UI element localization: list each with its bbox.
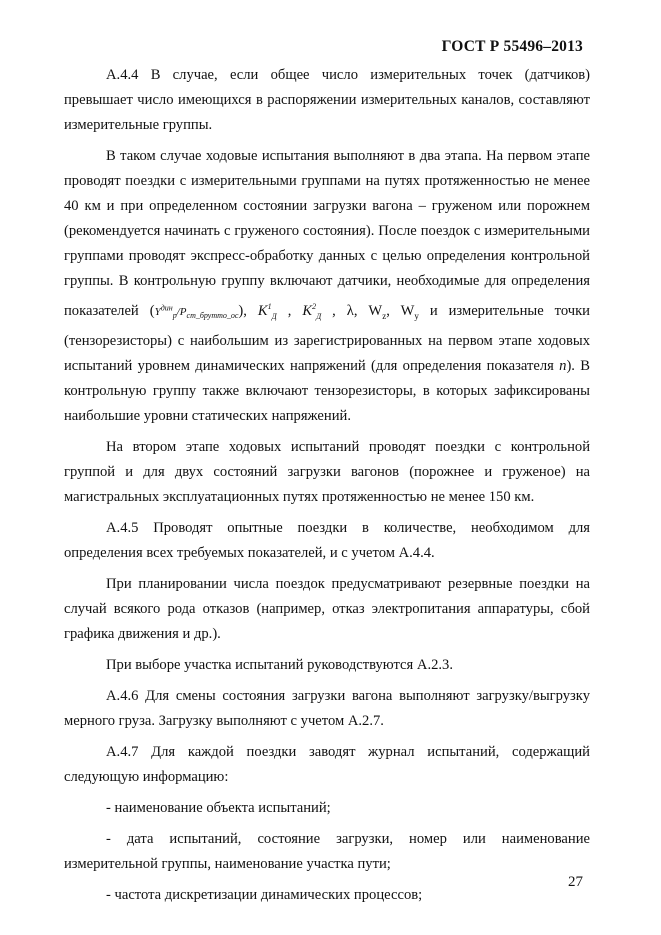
- paragraph-two-stages-text: В таком случае ходовые испытания выполняют в два этапа. На первом этапе проводят поездки с измерительными группами на путях протяженностью не менее 40 км и при определенном состоянии загрузки вагона – груженом или порожнем (рекомендуется начинать с груженого состояния). После поездок с измерительными группами проводят экспресс-обработку данных с целью определения контрольной группы. В контрольную группу включают датчики, необходимые для определения показателей (: [64, 148, 590, 319]
- document-body: [64, 63, 590, 914]
- formula-dynamic-ratio: $Y^{дин}_p/P_{ст\_брутто\_ос}$: [154, 303, 239, 320]
- paragraph-second-stage: На втором этапе ходовых испытаний проводят поездки с контрольной группой и для двух состояний загрузки вагонов (порожнее и груженое) на магистральных эксплуатационных путях протяженностью не менее 150 км.: [64, 438, 590, 505]
- list-item-test-date: - дата испытаний, состояние загрузки, номер или наименование измерительной группы, наименование участка пути;: [64, 830, 590, 872]
- paragraph-two-stages: В таком случае ходовые испытания выполняют в два этапа. На первом этапе проводят поездки с измерительными группами на путях протяженностью не менее 40 км и при определенном состоянии загрузки вагона – груженом или порожнем (рекомендуется начинать с груженого состояния). После поездок с измерительными группами проводят экспресс-обработку данных с целью определения контрольной группы. В контрольную группу включают датчики, необходимые для определения показателей $(Y^{дин}_p/P_{ст\_брутто\_ос})$, $K^1_Д$ , $K^2_Д$ , λ, $W_z$, $W_y$ и измерительные точки (тензорезисторы) с наибольшим из зарегистрированных на первом этапе ходовых испытаний уровнем динамических напряжений (для определения показателя n). В контрольную группу также включают тензорезисторы, в которых зафиксированы наибольшие уровни статических напряжений.: [64, 148, 590, 424]
- paragraph-test-section: При выборе участка испытаний руководствуются А.2.3.: [106, 656, 453, 673]
- list-item-sampling-rate: - частота дискретизации динамических процессов;: [106, 886, 423, 903]
- paragraph-a46: А.4.6 Для смены состояния загрузки вагона выполняют загрузку/выгрузку мерного груза. Загрузку выполняют с учетом А.2.7.: [64, 687, 590, 729]
- formula-kd2: $K^2_Д$: [302, 302, 322, 321]
- page-number: 27: [568, 874, 583, 890]
- paragraph-a44: А.4.4 В случае, если общее число измерительных точек (датчиков) превышает число имеющихся в распоряжении измерительных каналов, составляют измерительные группы.: [64, 67, 590, 133]
- paragraph-a45: А.4.5 Проводят опытные поездки в количестве, необходимом для определения всех требуемых показателей, и с учетом А.4.4.: [64, 519, 590, 561]
- paragraph-a47: А.4.7 Для каждой поездки заводят журнал испытаний, содержащий следующую информацию:: [64, 743, 590, 785]
- standard-header: ГОСТ Р 55496–2013: [441, 38, 583, 55]
- paragraph-reserve-trips: При планировании числа поездок предусматривают резервные поездки на случай всякого рода отказов (например, отказ электропитания аппаратуры, сбой графика движения и др.).: [64, 575, 590, 642]
- list-item-object-name: - наименование объекта испытаний;: [106, 799, 331, 816]
- formula-kd1: $K^1_Д$: [257, 302, 277, 321]
